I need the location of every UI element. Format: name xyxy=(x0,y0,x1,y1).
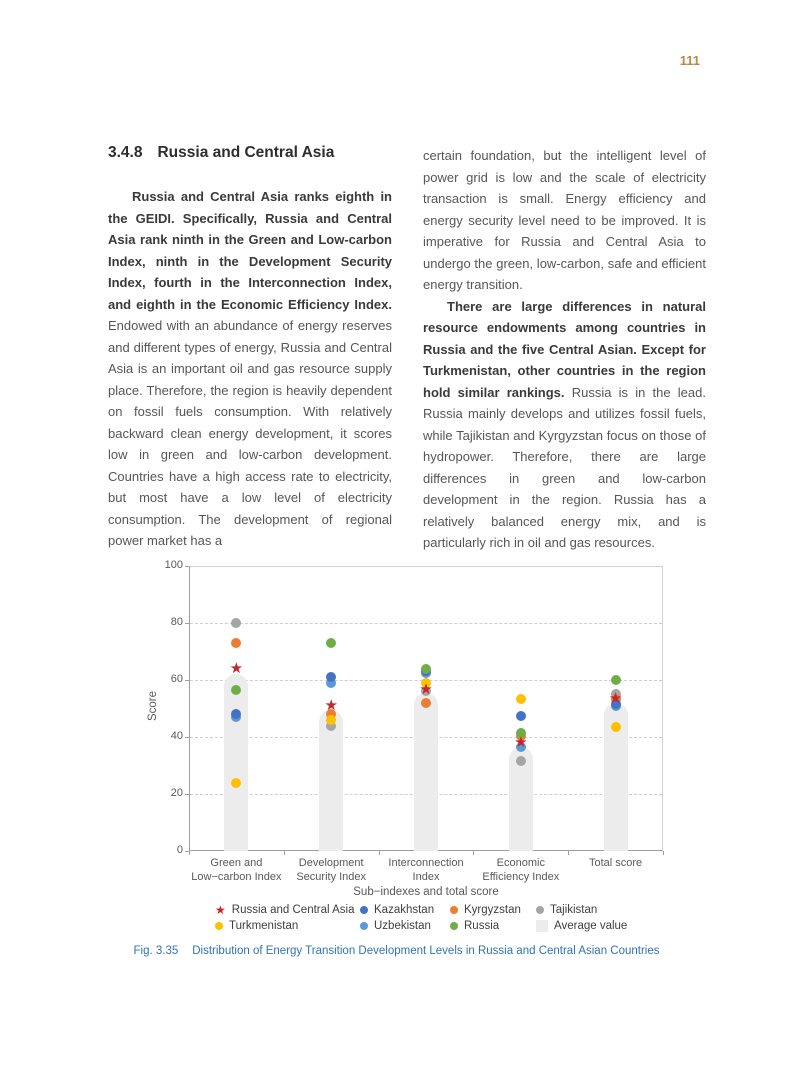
x-tick-mark xyxy=(568,851,569,855)
legend-square-icon xyxy=(536,920,548,932)
paragraph xyxy=(108,186,392,552)
star-marker: ★ xyxy=(419,681,433,699)
legend-label: Tajikistan xyxy=(550,904,598,916)
y-tick-label: 80 xyxy=(170,616,183,628)
paragraph-text: certain foundation, but the intelligent level of power grid is low and the scale of electricity transaction is small. Energy efficiency and energy security level need to be improved. It is imperative for Russia and Central Asia to undergo the green, low-carbon, safe and efficient energy transition. xyxy=(423,148,706,292)
legend-item xyxy=(450,903,521,917)
star-marker: ★ xyxy=(229,659,244,677)
x-category-label-line: Economic xyxy=(496,857,545,869)
star-marker: ★ xyxy=(608,689,623,707)
x-category-label-line: Total score xyxy=(588,857,643,869)
legend-dot-icon xyxy=(450,922,458,930)
x-category-label-line: Index xyxy=(412,870,440,883)
figure-caption-label: Fig. 3.35 xyxy=(133,945,179,957)
average-value-bar xyxy=(224,674,248,851)
legend-dot-icon xyxy=(360,906,368,914)
legend-item xyxy=(536,903,597,917)
gridline xyxy=(190,623,662,624)
paragraph-text: Russia is in the lead. Russia mainly develops and utilizes fossil fuels, while Tajikistan and Kyrgyzstan focus on those of hydropower. Therefore, there are large differences in green and low-carbon development in the region. Russia has a relatively balanced energy mix, and is particularly rich in oil and gas resources. xyxy=(423,384,706,550)
x-tick-mark xyxy=(379,851,380,855)
dot-tajikistan xyxy=(516,756,526,766)
legend-dot-icon xyxy=(450,906,458,914)
dot-kyrgyzstan xyxy=(231,638,241,648)
x-category-label-line: Security Index xyxy=(296,870,367,883)
dot-russia xyxy=(421,664,431,674)
dot-russia xyxy=(611,675,621,685)
legend-label: Kazakhstan xyxy=(374,904,435,916)
x-tick-mark xyxy=(189,851,190,855)
legend-label: Uzbekistan xyxy=(374,920,431,932)
dot-turkmenistan xyxy=(516,694,526,704)
x-category-label-line: Efficiency Index xyxy=(482,870,560,883)
legend-label: Russia xyxy=(464,920,500,932)
legend-item xyxy=(360,919,431,933)
y-tick-label: 40 xyxy=(170,730,183,742)
y-tick-mark xyxy=(185,737,189,738)
legend-item xyxy=(215,919,298,933)
legend-label: Russia and Central Asia xyxy=(231,904,355,916)
x-axis-label: Sub−indexes and total score xyxy=(353,886,499,898)
legend-item xyxy=(450,919,499,933)
section-heading xyxy=(108,144,334,162)
paragraph xyxy=(423,145,706,296)
y-tick-mark xyxy=(185,623,189,624)
average-value-bar xyxy=(414,693,438,851)
dot-turkmenistan xyxy=(326,715,336,725)
x-tick-mark xyxy=(473,851,474,855)
y-axis-label: Score xyxy=(147,690,159,722)
legend-item xyxy=(536,919,627,933)
text-column-right xyxy=(423,145,706,554)
dot-russia xyxy=(326,638,336,648)
figure-caption xyxy=(90,945,703,957)
legend-dot-icon xyxy=(215,922,223,930)
legend-dot-icon xyxy=(536,906,544,914)
legend-item xyxy=(215,903,355,917)
dot-tajikistan xyxy=(231,618,241,628)
legend-label: Kyrgyzstan xyxy=(464,904,521,916)
section-number: 3.4.8 xyxy=(108,144,143,161)
x-category-label-line: Interconnection xyxy=(388,857,464,869)
text-column-left xyxy=(108,186,392,552)
legend-label: Average value xyxy=(554,920,628,932)
legend-item xyxy=(360,903,434,917)
x-category-label-line: Green and xyxy=(210,857,263,869)
figure-caption-text: Distribution of Energy Transition Development Levels in Russia and Central Asian Countries xyxy=(192,945,660,957)
paragraph-text: Russia and Central Asia ranks eighth in the GEIDI. Specifically, Russia and Central Asia rank ninth in the Green and Low-carbon Index, ninth in the Development Security Index, fourth in the Interconnection Index, and eighth in the Economic Efficiency Index. xyxy=(108,189,392,312)
paragraph-text: Endowed with an abundance of energy reserves and different types of energy, Russia and Central Asia is an important oil and gas resource supply place. Therefore, the region is heavily dependent on fossil fuels consumption. With relatively backward clean energy development, it scores low in green and low-carbon development. Countries have a high access rate to electricity, but most have a low level of electricity consumption. The development of regional power market has a xyxy=(108,318,392,548)
dot-kyrgyzstan xyxy=(421,698,431,708)
y-tick-mark xyxy=(185,794,189,795)
page-number: 111 xyxy=(679,53,700,68)
y-tick-label: 20 xyxy=(170,787,183,799)
legend-star-icon: ★ xyxy=(215,903,226,917)
star-marker: ★ xyxy=(514,733,528,751)
y-tick-label: 0 xyxy=(176,844,183,856)
y-tick-mark xyxy=(185,566,189,567)
legend-label: Turkmenistan xyxy=(229,920,299,932)
dot-turkmenistan xyxy=(231,778,241,788)
dot-kazakhstan xyxy=(516,711,526,721)
x-tick-mark xyxy=(284,851,285,855)
average-value-bar xyxy=(319,710,343,851)
x-category-label-line: Low−carbon Index xyxy=(191,870,282,883)
y-tick-mark xyxy=(185,680,189,681)
x-category-label xyxy=(551,857,681,871)
dot-kazakhstan xyxy=(326,672,336,682)
dot-turkmenistan xyxy=(611,722,621,732)
y-tick-label: 100 xyxy=(164,559,183,571)
x-category-label-line: Development xyxy=(298,857,364,869)
star-marker: ★ xyxy=(324,696,338,714)
y-tick-label: 60 xyxy=(170,673,183,685)
paragraph-text: There are large differences in natural resource endowments among countries in Russia and the five Central Asian. Except for Turkmenistan, other countries in the region hold similar rankings. xyxy=(423,298,706,400)
dot-kazakhstan xyxy=(231,709,241,719)
legend-dot-icon xyxy=(360,922,368,930)
paragraph xyxy=(423,296,706,554)
x-tick-mark xyxy=(663,851,664,855)
section-title: Russia and Central Asia xyxy=(157,144,335,161)
dot-russia xyxy=(231,685,241,695)
